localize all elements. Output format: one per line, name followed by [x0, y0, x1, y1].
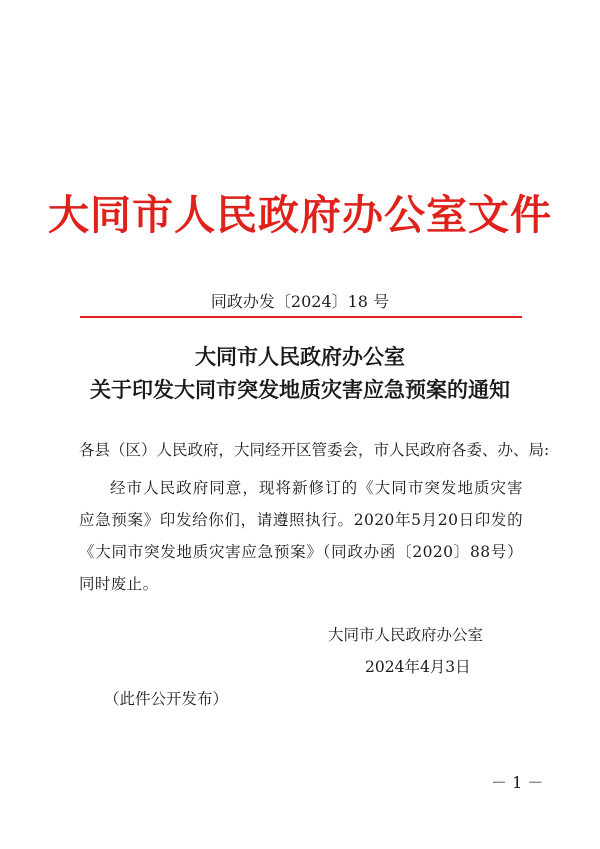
page-number: － 1 － — [491, 773, 544, 792]
document-masthead: 大同市人民政府办公室文件 — [48, 191, 552, 239]
recipient-line: 各县（区）人民政府，大同经开区管委会，市人民政府各委、办、局: — [79, 441, 550, 459]
document-number: 同政办发〔2024〕18 号 — [210, 292, 390, 311]
body-paragraph: 经市人民政府同意，现将新修订的《大同市突发地质灾害应急预案》印发给你们，请遵照执行。2020年5月20日印发的《大同市突发地质灾害应急预案》（同政办函〔2020〕88号）同时废止。 — [79, 479, 523, 593]
document-title-line2: 关于印发大同市突发地质灾害应急预案的通知 — [90, 377, 510, 402]
publication-note: （此件公开发布） — [104, 690, 229, 708]
document-title-line1: 大同市人民政府办公室 — [195, 344, 405, 369]
red-divider-line — [80, 316, 522, 318]
signature-date: 2024年4月3日 — [365, 658, 471, 676]
signature-organization: 大同市人民政府办公室 — [328, 626, 484, 644]
